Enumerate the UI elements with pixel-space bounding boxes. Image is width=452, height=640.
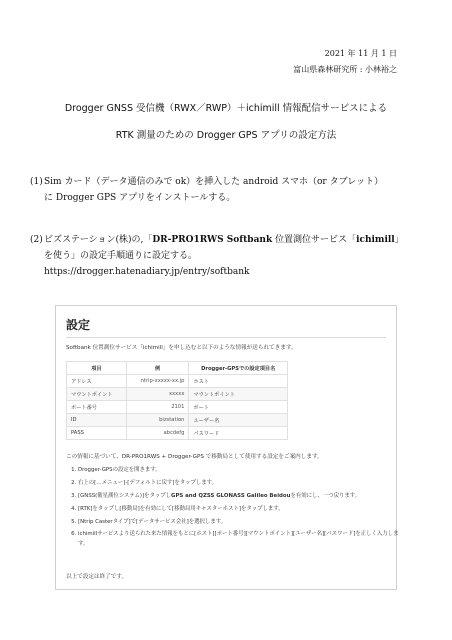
- step-text-line: Sim カード（データ通信のみで ok）を挿入した android スマホ（or タブレット）: [44, 177, 384, 187]
- list-item: 6. ichimillサービスより送られた来た情報をもとに[ホスト][ポート番号][マウントポイント][ユーザー名][パスワード]を正しく入力します。: [78, 530, 400, 549]
- panel-intro-text: Softbank 位置測位サービス「ichimill」を申し込むと以下のような情報が送られてきます。: [66, 345, 297, 351]
- table-cell: ID: [67, 414, 127, 427]
- table-cell: マウントポイント: [67, 388, 127, 401]
- step-number: (1): [30, 177, 43, 187]
- table-cell: ポート番号: [67, 401, 127, 414]
- table-cell: マウントポイント: [189, 388, 288, 401]
- list-item: 5. [Ntrip Casterタイプ]で[データサービス会社]を選択します。: [78, 518, 400, 528]
- step-number: (2): [30, 235, 43, 245]
- table-cell: ユーザー名: [189, 414, 288, 427]
- document-title-line2: RTK 測量のための Drogger GPS アプリの設定方法: [115, 130, 337, 141]
- table-header-row: [67, 362, 288, 375]
- table-row: [67, 401, 288, 414]
- column-header: 項目: [67, 362, 127, 375]
- table-cell: 2101: [126, 401, 189, 414]
- settings-screenshot-panel: [55, 305, 397, 590]
- divider: [66, 337, 386, 338]
- step-text-line: に Drogger GPS アプリをインストールする。: [44, 193, 236, 203]
- instruction-list: [66, 466, 400, 553]
- panel-closing-text: 以上で設定は終了です。: [66, 574, 128, 580]
- table-cell: ntrip-xxxxx-xx.jp: [126, 375, 189, 388]
- table-row: [67, 414, 288, 427]
- step-1: [30, 174, 430, 206]
- panel-title: 設定: [66, 318, 91, 332]
- list-item: 4. [RTK]をタップし[移動局]を有効にして[移動局用キャスターホスト]をタップします。: [78, 505, 400, 515]
- table-cell: xxxxx: [126, 388, 189, 401]
- author-affiliation: 富山県森林研究所 : 小林裕之: [293, 65, 397, 74]
- table-cell: bizstation: [126, 414, 189, 427]
- step-text-line: を使う」の設定手順通りに設定する。: [44, 251, 198, 261]
- list-item: 3. [GNSS(衛星測位システム)]をタップしGPS and QZSS GLONASS Galileo Beidouを有効にし、一つ戻ります。: [78, 492, 400, 502]
- step-2: [30, 232, 430, 280]
- table-cell: パスワード: [189, 427, 288, 440]
- panel-note-text: この情報に基づいて、DR-PRO1RWS + Drogger-GPS で移動局として使用する設定をご案内します。: [66, 454, 323, 460]
- table-row: [67, 388, 288, 401]
- reference-url: https://drogger.hatenadiary.jp/entry/softbank: [44, 267, 250, 277]
- table-cell: ホスト: [189, 375, 288, 388]
- list-item: 1. Drogger-GPSの設定を開きます。: [78, 466, 400, 476]
- table-row: [67, 375, 288, 388]
- column-header: 例: [126, 362, 189, 375]
- settings-table: [66, 361, 288, 440]
- document-date: 2021 年 11 月 1 日: [324, 49, 397, 58]
- column-header: Drogger-GPSでの設定項目名: [189, 362, 288, 375]
- list-item: 2. 右上の[…メニュー]-[デフォルトに戻す]をタップします。: [78, 479, 400, 489]
- document-title-line1: Drogger GNSS 受信機（RWX／RWP）＋ichimill 情報配信サービスによる: [64, 103, 388, 114]
- step-text-line: ビズステーション(株)の,「DR-PRO1RWS Softbank 位置測位サービス「ichimill」: [44, 235, 404, 245]
- table-cell: abcdefg: [126, 427, 189, 440]
- table-cell: PASS: [67, 427, 127, 440]
- table-row: [67, 427, 288, 440]
- table-cell: アドレス: [67, 375, 127, 388]
- table-cell: ポート: [189, 401, 288, 414]
